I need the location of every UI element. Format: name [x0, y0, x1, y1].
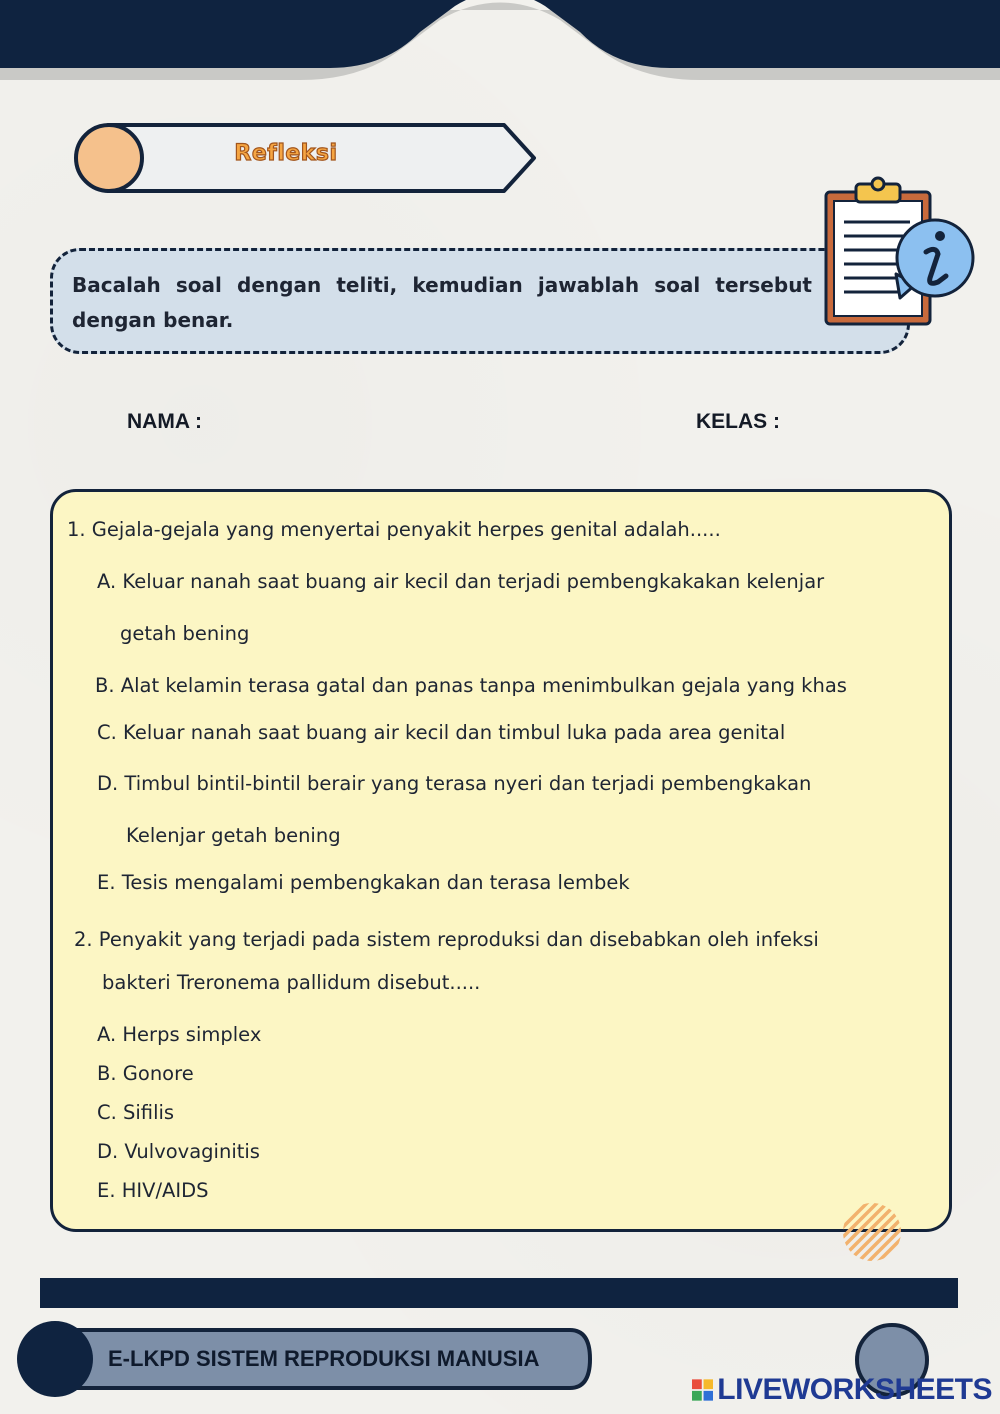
watermark-text: LIVEWORKSHEETS [717, 1373, 992, 1406]
question-2-option-a[interactable]: A. Herps simplex [97, 1023, 262, 1046]
question-2-stem: 2. Penyakit yang terjadi pada sistem reproduksi dan disebabkan oleh infeksi [74, 928, 819, 951]
question-2-option-d[interactable]: D. Vulvovaginitis [97, 1140, 260, 1163]
question-1-option-a[interactable]: A. Keluar nanah saat buang air kecil dan terjadi pembengkakakan kelenjar [97, 570, 825, 593]
question-1-option-e[interactable]: E. Tesis mengalami pembengkakan dan terasa lembek [97, 871, 630, 894]
question-2-option-c[interactable]: C. Sifilis [97, 1101, 175, 1124]
nama-label: NAMA : [127, 410, 203, 433]
section-title: Refleksi [234, 141, 338, 166]
footer-bar [40, 1278, 958, 1308]
watermark [692, 1372, 992, 1408]
clipboard-info-icon [818, 174, 980, 334]
question-1-option-d-cont[interactable]: Kelenjar getah bening [126, 824, 341, 847]
top-banner [0, 0, 1000, 95]
kelas-label: KELAS : [696, 410, 780, 433]
question-card [50, 489, 952, 1232]
instruction-text: Bacalah soal dengan teliti, kemudian jawablah soal tersebut dengan benar. [72, 273, 812, 332]
hatch-decoration [840, 1200, 904, 1264]
question-2-option-b[interactable]: B. Gonore [97, 1062, 194, 1085]
question-2-option-e[interactable]: E. HIV/AIDS [97, 1179, 209, 1202]
question-1-option-a-cont[interactable]: getah bening [120, 622, 250, 645]
question-1-option-c[interactable]: C. Keluar nanah saat buang air kecil dan timbul luka pada area genital [97, 721, 786, 744]
question-2-stem-cont: bakteri Treronema pallidum disebut..... [102, 971, 481, 994]
liveworksheets-logo-icon [692, 1378, 713, 1402]
question-1-option-d[interactable]: D. Timbul bintil-bintil berair yang terasa nyeri dan terjadi pembengkakan [97, 772, 812, 795]
footer-title: E-LKPD SISTEM REPRODUKSI MANUSIA [108, 1346, 540, 1371]
question-1-stem: 1. Gejala-gejala yang menyertai penyakit herpes genital adalah..... [67, 518, 721, 541]
question-1-option-b[interactable]: B. Alat kelamin terasa gatal dan panas tanpa menimbulkan gejala yang khas [95, 674, 847, 697]
